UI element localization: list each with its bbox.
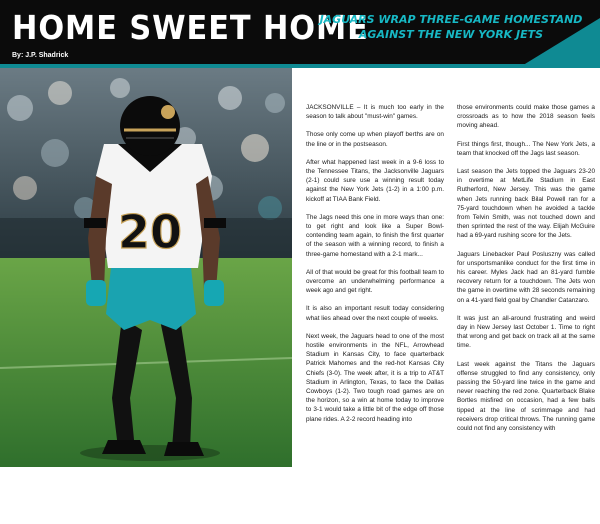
article-paragraph: Those only come up when playoff berths are on the line or in the postseason. [306,131,444,148]
article-paragraph: Last season the Jets topped the Jaguars 23-20 in overtime at MetLife Stadium in East Rutherford, New Jersey. This was the game when Jets running back Bilal Powell ran for a 75-yard touchdown when he avoided a tackle from Telvin Smith, was not touched down and then sprinted the rest of the way. Elijah McGuire had a 69-yard rushing score for the Jets. [457,168,595,240]
page-header [0,0,600,67]
article-paragraph: First things first, though... The New York Jets, a team that knocked off the Jags last season. [457,140,595,157]
player-illustration [0,68,292,467]
subtitle-line-1: JAGUARS WRAP THREE-GAME HOMESTAND [319,13,583,26]
article-paragraph: It is also an important result today considering what lies ahead over the next couple of weeks. [306,305,444,322]
article-paragraph: Last week against the Titans the Jaguars offense struggled to find any consistency, only passing the 50-yard line twice in the game and never reaching the red zone. Quarterback Blake Bortles misfired on occasion, had a few balls tipped at the line of scrimmage and had receivers drop critical throws. The running game could not find any consistency with [457,360,595,433]
article-paragraph: JACKSONVILLE – It is much too early in the season to talk about "must-win" games. [306,104,444,121]
article-paragraph: All of that would be great for this football team to overcome an underwhelming performance a week ago and get right. [306,268,444,295]
article-column-1 [306,103,444,433]
subtitle-line-2: AGAINST THE NEW YORK JETS [358,28,544,41]
football-player-photo [0,68,292,524]
article-paragraph: After what happened last week in a 9-6 loss to the Tennessee Titans, the Jacksonville Jaguars (2-1) could sure use a winning result today against the New York Jets (1-2) in a 1:00 p.m. kickoff at TIAA Bank Field. [306,158,444,203]
jersey-number: 20 [117,205,183,259]
article-paragraph: Next week, the Jaguars head to one of the most hostile environments in the NFL, Arrowhead Stadium in Kansas City, to face quarterback Patrick Mahomes and the red-hot Kansas City Chiefs (3-0). The week after, it is a trip to AT&T Stadium in Arlington, Texas, to face the Dallas Cowboys (1-2). Two tough road games are on the horizon, so a win at home today to improve to 3-1 would take a little bit of the edge off those plane rides. A 2-2 record heading into [306,332,444,423]
article-paragraph: those environments could make those games a crossroads as to how the 2018 season feels moving ahead. [457,104,595,130]
photo-credit: AP IMAGES [6,518,40,524]
article-paragraph: The Jags need this one in more ways than one: to get right and look like a Super Bowl-contending team again, to finish the first quarter of the season with a winning record, to finish a three-game homestand with a 2-1 mark... [306,213,444,258]
byline: By: J.P. Shadrick [12,52,69,59]
article-paragraph: Jaguars Linebacker Paul Posluszny was called for unsportsmanlike conduct for the first time in his career. Myles Jack had an 81-yard fumble recovery return for a touchdown. The Jets won the game in overtime with 28 seconds remaining on a 41-yard field goal by Chandler Catanzaro. [457,250,595,304]
article-paragraph: It was just an all-around frustrating and weird day in New Jersey last October 1. Time to right that wrong and get back on track all at the same time. [457,314,595,350]
page-title: HOME SWEET HOME [12,8,369,47]
article-column-2 [457,103,595,442]
article-subtitle [316,12,586,42]
